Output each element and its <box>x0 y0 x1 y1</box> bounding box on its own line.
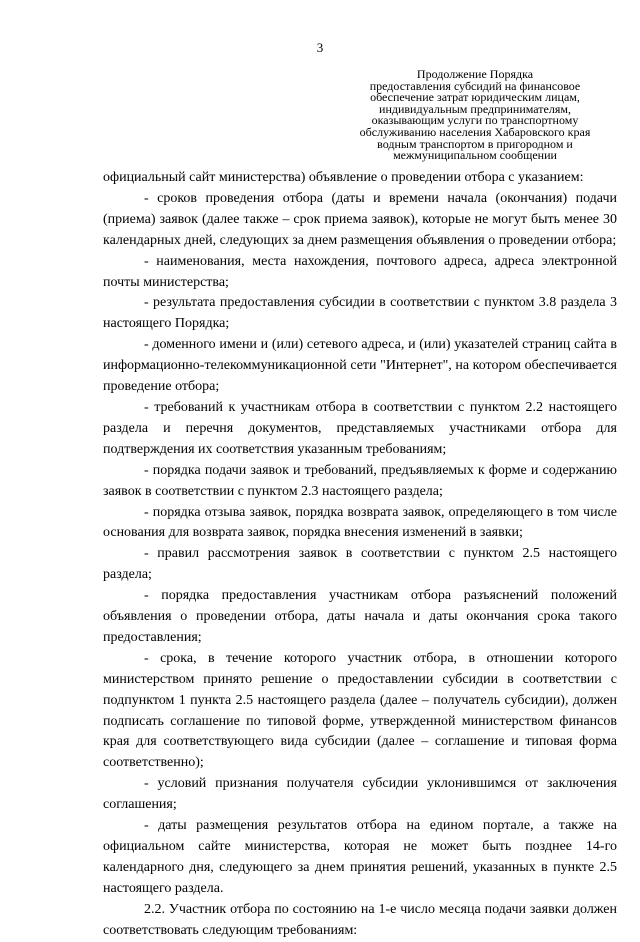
body-paragraph: официальный сайт министерства) объявление о проведении отбора с указанием: <box>103 170 584 185</box>
caption-line: обеспечение затрат юридическим лицам, <box>370 90 580 105</box>
caption-line: индивидуальным предпринимателям, <box>379 101 571 116</box>
list-item: - порядка подачи заявок и требований, предъявляемых к форме и содержанию заявок в соответствии с пунктом 2.3 настоящего раздела; <box>103 462 617 499</box>
document-body <box>103 168 617 942</box>
list-item: - порядка предоставления участникам отбора разъяснений положений объявления о проведении отбора, даты начала и даты окончания срока такого предоставления; <box>103 588 617 645</box>
caption-title: Продолжение Порядка <box>416 67 534 81</box>
list-item: - сроков проведения отбора (даты и времени начала (окончания) подачи (приема) заявок (далее также – срок приема заявок), которые не могут быть менее 30 календарных дней, следующих за днем размещения объявления о проведении отбора; <box>103 190 617 248</box>
list-item: - результата предоставления субсидии в соответствии с пунктом 3.8 раздела 3 настоящего Порядка; <box>103 295 617 332</box>
list-item: - требований к участникам отбора в соответствии с пунктом 2.2 настоящего раздела и перечня документов, представляемых участниками отбора для подтверждения их соответствия указанным требованиям; <box>103 399 617 457</box>
caption-line: оказывающим услуги по транспортному <box>371 113 579 128</box>
list-item: - правил рассмотрения заявок в соответствии с пунктом 2.5 настоящего раздела; <box>103 546 617 583</box>
page-number: 3 <box>316 40 324 55</box>
list-item: - наименования, места нахождения, почтового адреса, адреса электронной почты министерства; <box>103 253 617 290</box>
list-item: - срока, в течение которого участник отбора, в отношении которого министерством принято решение о предоставлении субсидии в соответствии с подпунктом 1 пункта 2.5 настоящего раздела (далее – получатель субсидии), должен подписать соглашение по типовой форме, утвержденной министерством финансов края для соответствующего вида субсидии (далее – соглашение и типовая форма соответственно); <box>103 650 617 771</box>
caption-line: обслуживанию населения Хабаровского края <box>359 124 591 139</box>
list-item: - даты размещения результатов отбора на едином портале, а также на официальном сайте министерства, которая не может быть позднее 14-го календарного дня, следующего за днем принятия решений, указанных в пункте 2.5 настоящего раздела. <box>103 818 617 896</box>
list-item: - порядка отзыва заявок, порядка возврата заявок, определяющего в том числе основания для возврата заявок, порядка внесения изменений в заявки; <box>103 504 617 541</box>
caption-line: межмуниципальном сообщении <box>393 148 557 163</box>
document-caption <box>330 69 620 162</box>
caption-line: предоставления субсидий на финансовое <box>369 78 581 93</box>
section-paragraph: 2.2. Участник отбора по состоянию на 1-е число месяца подачи заявки должен соответствовать следующим требованиям: <box>103 901 617 938</box>
list-item: - условий признания получателя субсидии уклонившимся от заключения соглашения; <box>103 776 617 813</box>
list-item: - доменного имени и (или) сетевого адреса, и (или) указателей страниц сайта в информационно-телекоммуникационной сети "Интернет", на котором обеспечивается проведение отбора; <box>103 337 617 395</box>
caption-line: водным транспортом в пригородном и <box>377 136 573 151</box>
